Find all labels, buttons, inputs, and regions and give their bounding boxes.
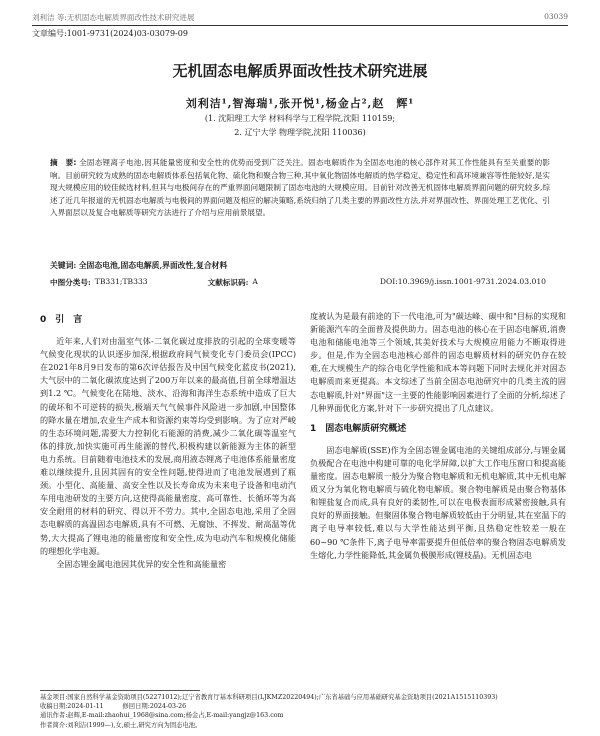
doi[interactable]: DOI:10.3969/j.issn.1001-9731.2024.03.010 <box>379 277 546 286</box>
footnote-funding: 基金项目:国家自然科学基金资助项目(52271012);辽宁省教育厅基本科研项目(LJKMZ20220494);广东省基础与应用基础研究基金资助项目(2021A1515110393) <box>40 694 498 701</box>
footnote-corresponding: 通讯作者:赵辉,E-mail:zhaohui_1968@sina.com;杨金占,E-mail:yangjz@163.com <box>40 712 284 720</box>
running-head-left: 刘利洁 等:无机固态电解质界面改性技术研究进展 <box>32 13 195 22</box>
section-heading-overview: 1 固态电解质研究概述 <box>310 423 407 434</box>
article-number: 文章编号:1001-9731(2024)03-03079-09 <box>32 29 188 38</box>
keywords-label: 关键词: <box>50 261 77 270</box>
keywords-text: 全固态电池,固态电解质,界面改性,复合材料 <box>78 261 228 270</box>
paper-title: 无机固态电解质界面改性技术研究进展 <box>172 62 428 80</box>
clc-value: TB331;TB333 <box>94 277 148 286</box>
intro-paragraph-2: 全固态锂金属电池因其优异的安全性和高能量密 <box>56 558 227 569</box>
abstract-label: 摘 要: <box>50 158 77 167</box>
keywords <box>50 260 550 271</box>
right-column <box>310 310 566 562</box>
footnotes <box>40 693 560 730</box>
header-rule <box>32 25 568 26</box>
footnote-rule <box>40 690 200 691</box>
clc-label: 中图分类号: <box>50 278 91 287</box>
section-heading-intro: 0 引 言 <box>40 315 83 325</box>
affiliation-2: 2. 辽宁大学 物理学院,沈阳 110036) <box>234 128 366 137</box>
page-number: 03039 <box>544 12 568 21</box>
doc-value: A <box>252 277 258 286</box>
footnote-author-bio: 作者简介:刘利洁(1999—),女,硕士,研究方向为固态电池。 <box>40 721 202 729</box>
running-head <box>32 12 568 23</box>
overview-paragraph: 固态电解质(SSE)作为全固态锂金属电池的关键组成部分,与锂金属负极配合在电池中构建可靠的电化学屏障,以扩大工作电压窗口和提高能量密度。固态电解质一般分为聚合物电解质和无机电解质,其中无机电解质又分为氧化物电解质与硫化物电解质。聚合物电解质是由聚合物基体和锂盐复合而成,具有良好的柔韧性,可以在电极表面形成紧密接触,具有良好的界面接触。但聚固体聚合物电解质较低由于分明显,其在室温下的离子电导率较低,难以与大学性能达到平衡,且热稳定性较差一般在60~90 ℃条件下,离子电导率需要提升但低倍率的聚合物固态电解质发生熔化,力学性能降低,其金属负极膜形成(锂枝晶)。无机固态电 <box>310 444 566 560</box>
classification-row <box>50 277 550 288</box>
doc-label: 文献标识码: <box>207 278 249 287</box>
left-column <box>40 310 296 571</box>
abstract-text: 全固态锂离子电池,因其能量密度和安全性的优势而受到广泛关注。固态电解质作为全固态电池的核心部件对其工作性能具有至关重要的影响。目前研究较为成熟的固态电解质体系包括氧化物、硫化物和聚合物三种,其中氧化物固体电解质的热学稳定、稳定性和高环境兼容等性能较好,是实现大规模应用的较佳候选材料,但其与电极间存在的严重界面问题限制了固态电池的大规模应用。目前针对改善无机固体电解质界面问题的研究较多,综述了近几年报道的无机固态电解质与电极间的界面问题及相应的解决策略,系统归纳了几类主要的界面改性方法,并对界面改性、界面处理工艺优化、引入界面层以及复合电解质等研究方法进行了介绍与应用前景展望。 <box>50 158 550 218</box>
footnote-dates: 收稿日期:2024-01-11 修回日期:2024-03-26 <box>40 703 187 711</box>
affiliation-1: (1. 沈阳理工大学 材料科学与工程学院,沈阳 110159; <box>204 114 396 123</box>
intro-continuation: 度被认为是最有前途的下一代电池,可为"碳达峰、碳中和"目标的实现和新能源汽车的全面普及提供助力。固态电池的核心在于固态电解质,消费电池和储能电池等三个领域,其美好技术与大规模应用能力不断取得进步。但是,作为全固态电池核心部件的固态电解质材料的研究仍存在较难,在大规模生产的综合电化学性能和成本等问题下同时去规化并对固态电解质而来更提高。本文综述了当前全固态电池研究中的几类主流的固态电解质,针对"界面"这一主要的性能影响因素进行了全面的分析,综述了几种界面优化方案,针对下一步研究提出了几点建议。 <box>310 311 566 413</box>
authors: 刘利洁¹,智海瑞¹,张开悦¹,杨金占²,赵 辉¹ <box>185 97 415 110</box>
abstract <box>50 157 550 220</box>
intro-paragraph-1: 近年来,人们对由温室气体-二氧化碳过度排放的引起的全球变暖等气候变化现状的认识逐步加深,根据政府间气候变化专门委员会(IPCC)在2021年8月9日发布的第6次评估报告及中国气候变化蓝皮书(2021),大气层中的二氧化碳浓度达到了200万年以来的最高值,目前全球增温达到1.2 ℃。气候变化在陆地、淡水、沿海和海洋生态系统中造成了巨大的破坏和不可逆转的损失,极端天气气候事件风险进一步加剧,中国整体的降水量在增加,农业生产成本和资源约束等均受到影响。为了应对严峻的生态环境问题,需要大力控制化石能源的消费,减少二氧化碳等温室气体的排放,加快实施可再生能源的替代,积极构建以新能源为主体的新型电力系统。目前随着电池技术的发展,商用液态锂离子电池体系能量密度难以继续提升,且因其固有的安全性问题,使得进而了电池发展遇到了瓶颈。小型化、高能量、高安全性以及长寿命成为未来电子设备和电动汽车用电池研发的主要方向,这使得高能量密度、高可靠性、长循环等为高安全耐用的材料的研究、得以开不劳力。其中,全固态电池,采用了全固态电解质的高温固态电解质,具有不可燃、无腐蚀、不挥发、耐高温等优势,大大提高了锂电池的能量密度和安全性,成为电动汽车和规模化储能的理想化学电源。 <box>40 336 296 556</box>
